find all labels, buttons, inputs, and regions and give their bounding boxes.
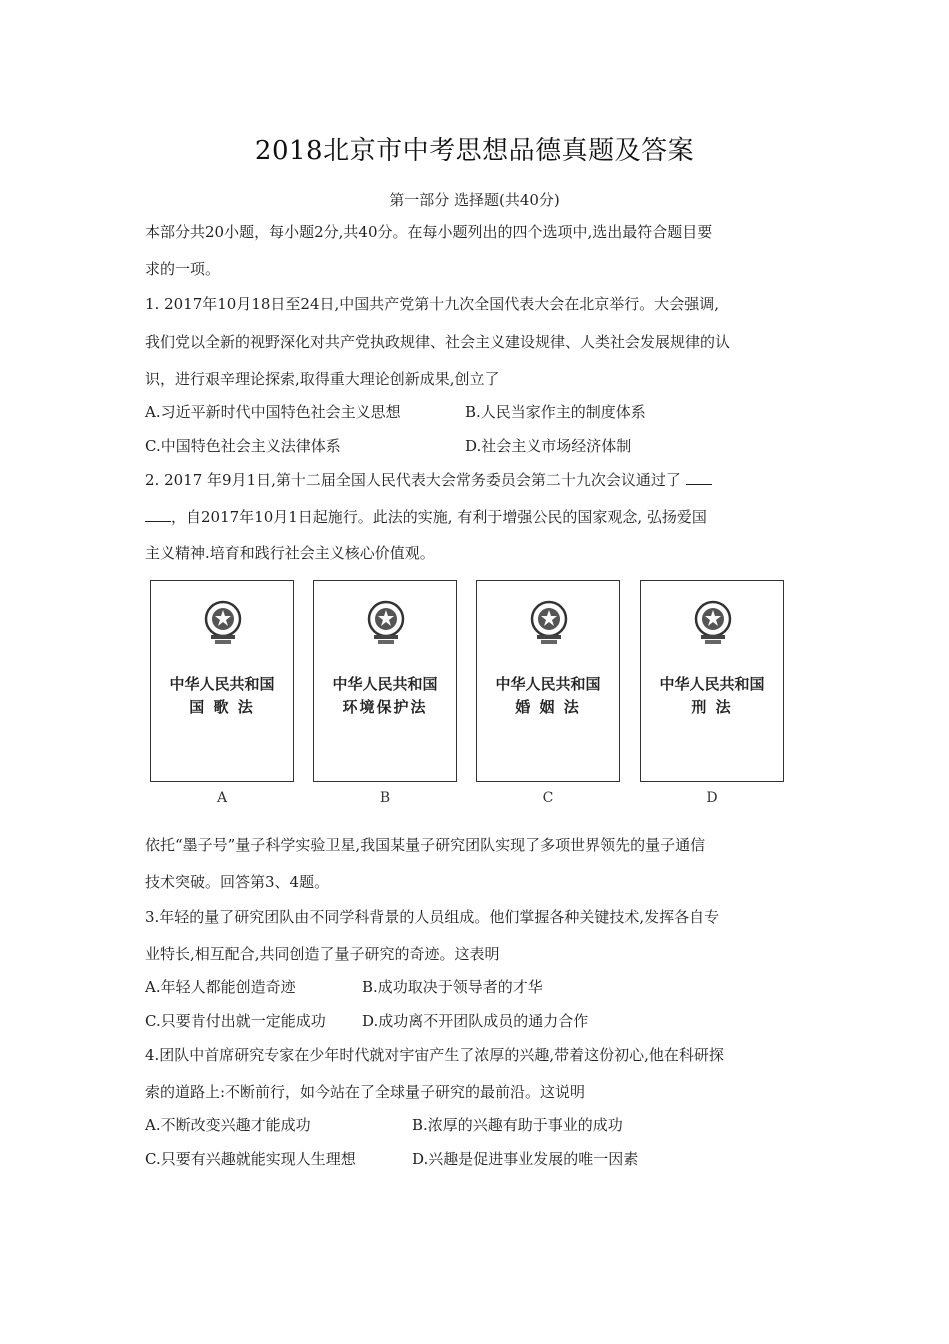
q1-option-a: A.习近平新时代中国特色社会主义思想 — [145, 403, 401, 421]
answer-blank — [686, 470, 712, 485]
q4-line-2: 索的道路上:不断前行，如今站在了全球量子研究的最前沿。这说明 — [145, 1083, 586, 1101]
q1-line-3: 识，进行艰辛理论探索,取得重大理论创新成果,创立了 — [145, 370, 500, 388]
q3-line-2: 业特长,相互配合,共同创造了量子研究的奇迹。这表明 — [145, 945, 500, 963]
book-title-line-2: 刑 法 — [691, 698, 733, 716]
q2-line-1 — [145, 469, 712, 490]
q1-line-1: 1. 2017年10月18日至24日,中国共产党第十九次全国代表大会在北京举行。大会强调, — [145, 295, 720, 313]
q1-option-d: D.社会主义市场经济体制 — [465, 437, 632, 455]
book-title-line-2: 环境保护法 — [342, 698, 428, 716]
book-title-line-1: 中华人民共和国 — [169, 675, 275, 693]
book-national-anthem-law — [150, 580, 294, 782]
q3-option-a: A.年轻人都能创造奇迹 — [145, 978, 296, 996]
book-marriage-law — [476, 580, 620, 782]
page-title: 2018北京市中考思想品德真题及答案 — [254, 136, 695, 166]
q1-option-b: B.人民当家作主的制度体系 — [465, 403, 646, 421]
national-emblem-icon — [364, 599, 408, 647]
context-line-1: 依托“墨子号”量子科学实验卫星,我国某量子研究团队实现了多项世界领先的量子通信 — [145, 836, 706, 854]
q3-line-1: 3.年轻的量了研究团队由不同学科背景的人员组成。他们掌握各种关键技术,发挥各自专 — [145, 908, 720, 926]
q1-line-2: 我们党以全新的视野深化对共产党执政规律、社会主义建设规律、人类社会发展规律的认 — [145, 333, 731, 351]
national-emblem-icon — [201, 599, 245, 647]
intro-line-2: 求的一项。 — [145, 260, 221, 278]
national-emblem-icon — [691, 599, 735, 647]
q4-option-d: D.兴趣是促进事业发展的唯一因素 — [412, 1150, 639, 1168]
book-title-line-1: 中华人民共和国 — [332, 675, 438, 693]
book-label-d: D — [706, 790, 718, 806]
book-criminal-law — [640, 580, 784, 782]
answer-blank-continued — [145, 507, 171, 522]
book-title-line-1: 中华人民共和国 — [659, 675, 765, 693]
q2-line-1-text: 2. 2017 年9月1日,第十二届全国人民代表大会常务委员会第二十九次会议通过了 — [145, 471, 681, 489]
context-line-2: 技术突破。回答第3、4题。 — [145, 873, 330, 891]
book-label-c: C — [542, 790, 554, 806]
book-title-line-2: 婚 姻 法 — [515, 698, 581, 716]
intro-line-1: 本部分共20小题，每小题2分,共40分。在每小题列出的四个选项中,选出最符合题目要 — [145, 223, 713, 241]
book-environmental-protection-law — [313, 580, 457, 782]
q4-line-1: 4.团队中首席研究专家在少年时代就对宇宙产生了浓厚的兴趣,带着这份初心,他在科研探 — [145, 1046, 724, 1064]
q1-option-c: C.中国特色社会主义法律体系 — [145, 437, 341, 455]
q4-option-a: A.不断改变兴趣才能成功 — [145, 1116, 311, 1134]
book-title-line-2: 国 歌 法 — [189, 698, 255, 716]
q2-line-2 — [145, 506, 707, 527]
book-label-b: B — [379, 790, 391, 806]
national-emblem-icon — [527, 599, 571, 647]
q3-option-d: D.成功离不开团队成员的通力合作 — [362, 1012, 589, 1030]
q4-option-b: B.浓厚的兴趣有助于事业的成功 — [412, 1116, 623, 1134]
book-title-line-1: 中华人民共和国 — [495, 675, 601, 693]
q2-line-3: 主义精神.培育和践行社会主义核心价值观。 — [145, 544, 435, 562]
q4-option-c: C.只要有兴趣就能实现人生理想 — [145, 1150, 356, 1168]
q3-option-b: B.成功取决于领导者的才华 — [362, 978, 543, 996]
law-books-figure — [0, 580, 949, 810]
q2-line-2-text: ，自2017年10月1日起施行。此法的实施, 有利于增强公民的国家观念, 弘扬爱国 — [171, 508, 707, 526]
section-heading: 第一部分 选择题(共40分) — [389, 191, 560, 209]
book-label-a: A — [216, 790, 228, 806]
q3-option-c: C.只要肯付出就一定能成功 — [145, 1012, 326, 1030]
